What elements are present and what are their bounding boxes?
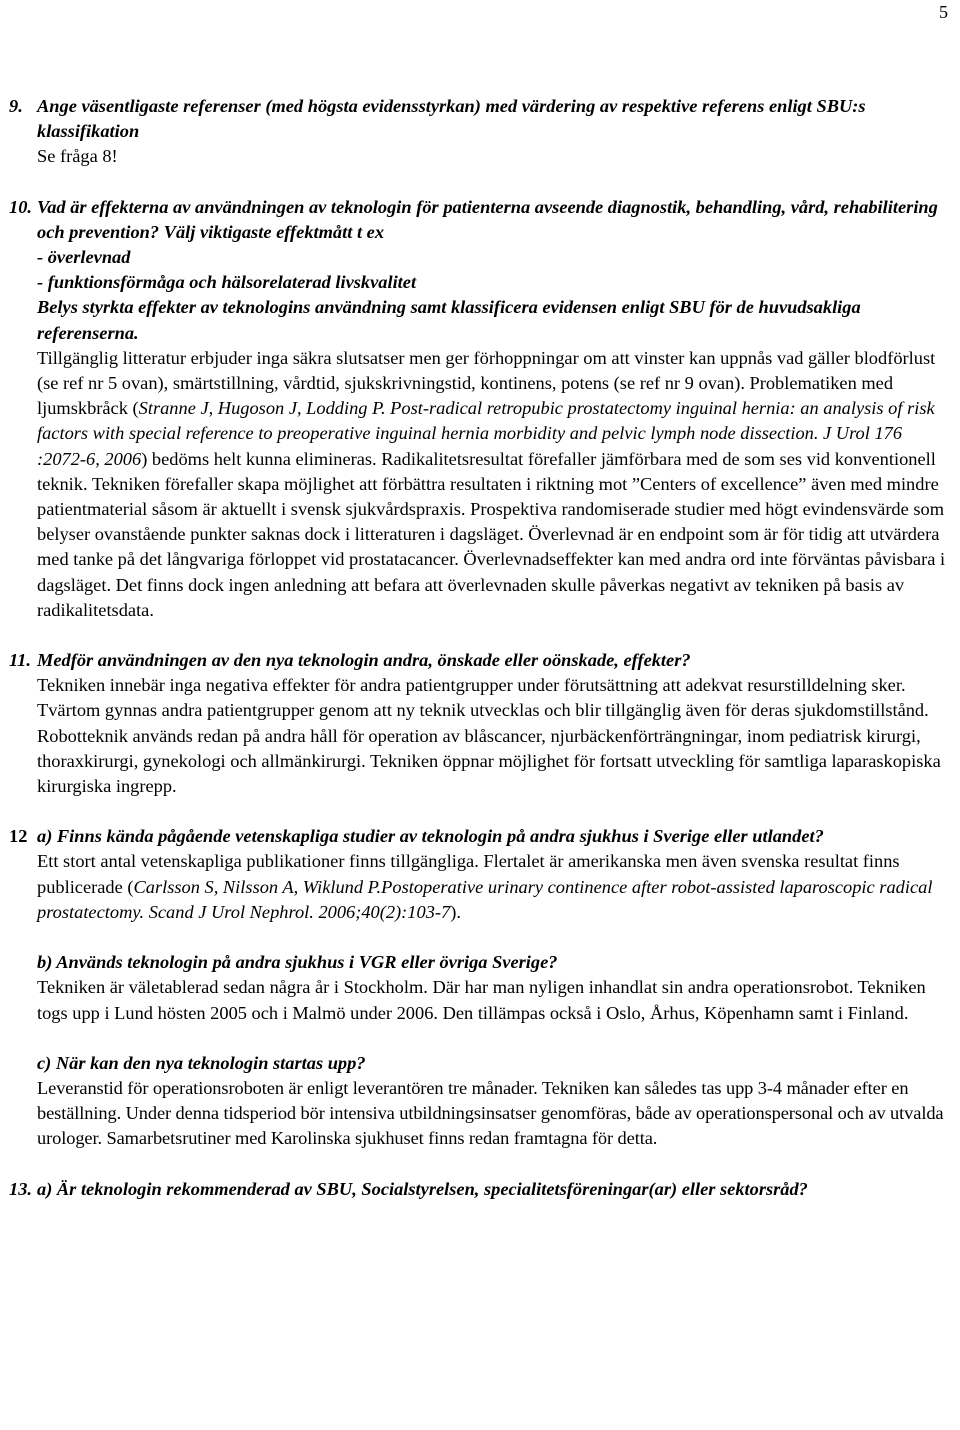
question-number: 13. [9, 1178, 32, 1199]
question-12b-answer: Tekniken är väletablerad sedan några år i Stockholm. Där har man nyligen inhandlat sin andra operationsrobot. Tekniken togs upp i Lund hösten 2005 och i Malmö under 2006. Den tillämpas också i Oslo, Århus, Köpenhamn samt i Finland. [37, 977, 926, 1023]
spacer [9, 1152, 955, 1177]
effect-bullet-survival: - överlevnad [37, 247, 131, 268]
answer-text-part2: ) bedöms helt kunna elimineras. Radikalitetsresultat förefaller jämförbara med de som ses vid konventionell teknik. Tekniken förefaller skapa möjlighet att förbättra resultaten i riktning mot ”Centers of excellence” även med mindre patientmaterial såsom är aktuellt i svensk sjukvårdspraxis. Prospektiva randomiserade studier med högt evindensvärde som belyser ovanstående punkter saknas dock i litteraturen i dagsläget. Överlevnad är en endpoint som är för tidig att utvärdera med tanke på det långvariga förloppet vid prostatacancer. Överlevnadseffekter kan med andra ord inte förväntas påvisbara i dagsläget. Det finns dock ingen anledning att befara att överlevnaden skulle påverkas negativt av tekniken på basis av radikalitetsdata. [37, 448, 946, 620]
spacer [37, 1026, 955, 1051]
answer-text: Tekniken innebär inga negativa effekter för andra patientgrupper under förutsättning att adekvat resurstilldelning sker. Tvärtom gynnas andra patientgrupper genom att ny teknik utvecklas och blir tillgänglig även för deras sjukdomstillstånd. Robotteknik används redan på andra håll för operation av blåscancer, njurbäckenförträngningar, inom pediatrisk kirurgi, thoraxkirurgi, gynekologi och allmänkirurgi. Tekniken öppnar möjlighet för fortsatt utveckling för samtliga laparaskopiska kirurgiska ingrepp. [37, 675, 941, 797]
question-title: Medför användningen av den nya teknologin andra, önskade eller oönskade, effekter? [37, 650, 691, 671]
answer-text-part1: Tillgänglig litteratur erbjuder inga säkra slutsatser men ger förhoppningar om att vinster kan uppnås vad gäller blodförlust (se ref nr 5 ovan), smärtstillning, vårdtid, sjukskrivningstid, kontinens, potens (se ref nr 9 ovan). Problematiken med ljumskbråck ( [37, 347, 936, 419]
question-title: Ange väsentligaste referenser (med högsta evidensstyrkan) med värdering av respektive referens enligt SBU:s klassifikation [37, 96, 866, 142]
question-12b-title: b) Används teknologin på andra sjukhus i VGR eller övriga Sverige? [37, 952, 558, 973]
effect-bullet-function: - funktionsförmåga och hälsorelaterad livskvalitet [37, 272, 417, 293]
answer-text: Se fråga 8! [37, 146, 118, 167]
question-12c-answer: Leveranstid för operationsroboten är enligt leverantören tre månader. Tekniken kan således tas upp 3-4 månader efter en beställning. Under denna tidsperiod bör intensiva utbildningsinsatser genomföras, både av operationspersonal och av utvalda urologer. Samarbetsrutiner med Karolinska sjukhuset finns redan framtagna för detta. [37, 1077, 944, 1149]
question-9 [9, 94, 955, 170]
question-number: 12 [9, 826, 28, 847]
question-10 [9, 195, 955, 623]
spacer [37, 925, 955, 950]
spacer [9, 623, 955, 648]
reference-citation: Carlsson S, Nilsson A, Wiklund P.Postoperative urinary continence after robot-assisted laparoscopic radical prostatectomy. Scand J Urol Nephrol. 2006;40(2):103-7 [37, 876, 933, 922]
spacer [9, 799, 955, 824]
question-13 [9, 1177, 955, 1202]
question-title-part1: Vad är effekterna av användningen av teknologin för patienterna avseende diagnostik, behandling, vård, rehabilitering och prevention? [37, 196, 938, 242]
question-instruction: Belys styrkta effekter av teknologins användning samt klassificera evidensen enligt SBU för de huvudsakliga referenserna. [37, 297, 861, 343]
document-body [9, 94, 955, 1202]
question-12c-title: c) När kan den nya teknologin startas upp? [37, 1052, 366, 1073]
question-12a-title: a) Finns kända pågående vetenskapliga studier av teknologin på andra sjukhus i Sverige eller utlandet? [37, 826, 824, 847]
question-number: 11. [9, 650, 31, 671]
answer-text-part1: Ett stort antal vetenskapliga publikationer finns tillgängliga. Flertalet är amerikanska men även svenska resultat finns publicerade ( [37, 851, 900, 897]
question-12a-answer [37, 849, 955, 925]
page-number: 5 [939, 2, 948, 22]
answer-text [37, 346, 955, 623]
question-11 [9, 648, 955, 799]
question-12 [9, 824, 955, 1151]
answer-text-part2: ). [450, 901, 461, 922]
question-number: 9. [9, 96, 23, 116]
spacer [9, 170, 955, 195]
question-title [37, 195, 955, 245]
question-title: a) Är teknologin rekommenderad av SBU, Socialstyrelsen, specialitetsföreningar(ar) eller sektorsråd? [37, 1178, 808, 1199]
question-number: 10. [9, 196, 32, 217]
reference-citation: Stranne J, Hugoson J, Lodding P. Post-radical retropubic prostatectomy inguinal hernia: an analysis of risk factors with special reference to preoperative inguinal hernia morbidity and pelvic lymph node dissection. J Urol 176 :2072-6, 2006 [37, 398, 935, 469]
question-title-part2: Välj viktigaste effektmått t ex [163, 221, 385, 242]
